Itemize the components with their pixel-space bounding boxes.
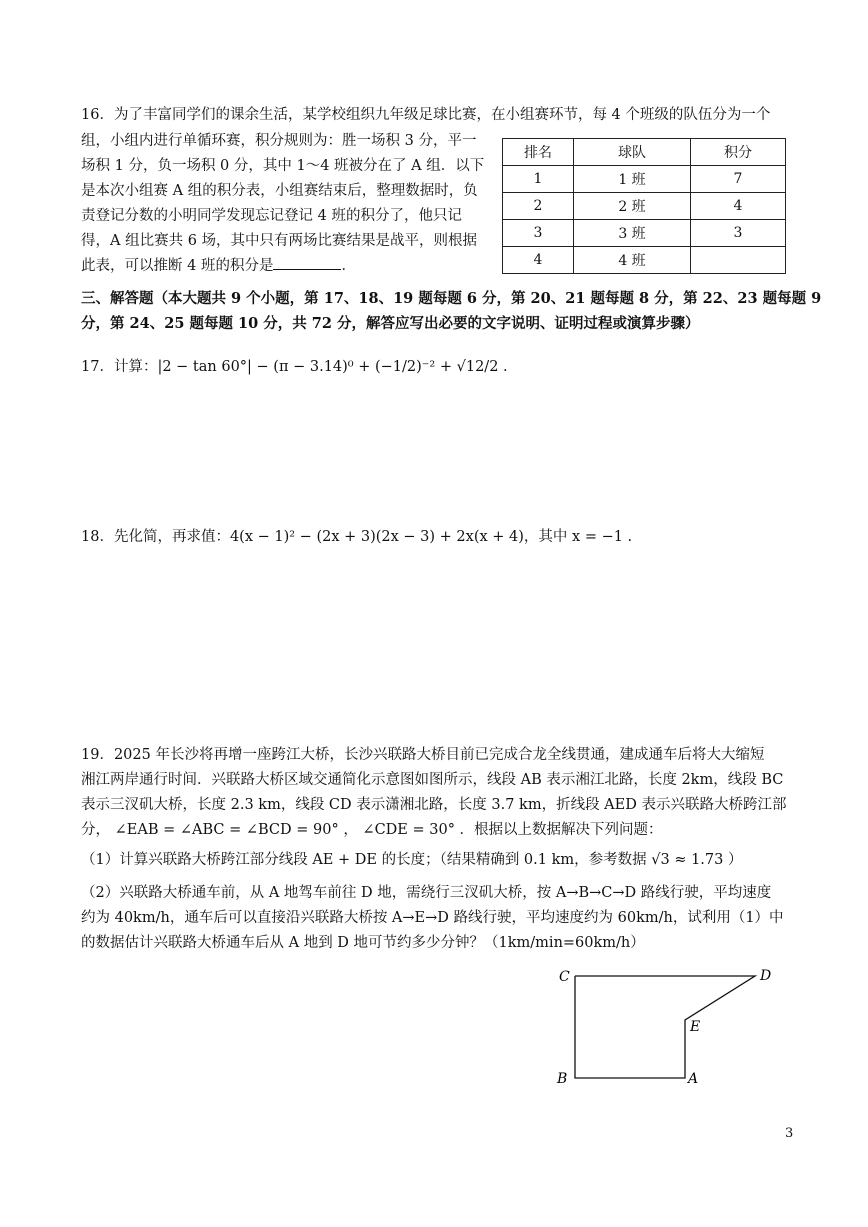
table-row	[503, 220, 786, 247]
q16-line3: 场积 1 分，负一场积 0 分，其中 1～4 班被分在了 A 组．以下	[81, 158, 485, 174]
q17-label: 17．计算：	[81, 359, 158, 375]
section3-heading-line1: 三、解答题（本大题共 9 个小题，第 17、18、19 题每题 6 分，第 20、21 题每题 8 分，第 22、23 题每题 9	[81, 290, 822, 307]
q19-line3: 表示三汊矶大桥，长度 2.3 km，线段 CD 表示潇湘北路，长度 3.7 km，折线段 AED 表示兴联路大桥跨江部	[81, 797, 787, 813]
table-cell: 3	[503, 220, 574, 247]
page-number: 3	[785, 1126, 794, 1141]
table-cell: 1	[503, 166, 574, 193]
q19-line1: 19．2025 年长沙将再增一座跨江大桥，长沙兴联路大桥目前已完成合龙全线贯通，建成通车后将大大缩短	[81, 747, 765, 763]
table-cell: 3 班	[574, 220, 691, 247]
table-cell: 3	[691, 220, 786, 247]
section3-heading-line2: 分，第 24、25 题每题 10 分，共 72 分，解答应写出必要的文字说明、证明过程或演算步骤）	[81, 315, 700, 332]
table-row	[503, 166, 786, 193]
table-cell: 7	[691, 166, 786, 193]
q16-line5: 责登记分数的小明同学发现忘记登记 4 班的积分了，他只记	[81, 208, 462, 224]
table-row	[503, 193, 786, 220]
table-row	[503, 247, 786, 274]
q19-line4: 分， ∠EAB = ∠ABC = ∠BCD = 90° ， ∠CDE = 30° ．根据以上数据解决下列问题：	[81, 822, 663, 838]
q19-line2: 湘江两岸通行时间．兴联路大桥区域交通简化示意图如图所示，线段 AB 表示湘江北路，长度 2km，线段 BC	[81, 772, 784, 788]
label-C: C	[559, 969, 570, 985]
table-cell: 2	[503, 193, 574, 220]
q16-line2: 组，小组内进行单循环赛，积分规则为：胜一场积 3 分，平一	[81, 133, 477, 149]
label-E: E	[690, 1019, 701, 1035]
table-header: 积分	[691, 139, 786, 166]
table-header: 排名	[503, 139, 574, 166]
table-cell: 4	[503, 247, 574, 274]
q18	[81, 526, 632, 548]
q18-expression: 4(x − 1)² − (2x + 3)(2x − 3) + 2x(x + 4)，其中 x = −1 .	[229, 529, 633, 545]
table-cell: 2 班	[574, 193, 691, 220]
q16-line6: 得，A 组比赛共 6 场，其中只有两场比赛结果是战平，则根据	[81, 233, 478, 249]
q16-line4: 是本次小组赛 A 组的积分表，小组赛结束后，整理数据时，负	[81, 183, 478, 199]
q18-label: 18．先化简，再求值：	[81, 529, 230, 545]
table-cell: 4 班	[574, 247, 691, 274]
table-cell	[691, 247, 786, 274]
q16-line7	[81, 255, 356, 277]
q17	[81, 356, 508, 378]
table-cell: 1 班	[574, 166, 691, 193]
q19-part2-line3: 的数据估计兴联路大桥通车后从 A 地到 D 地可节约多少分钟？（1km/min=60km/h）	[81, 935, 645, 951]
q19-part1: （1）计算兴联路大桥跨江部分线段 AE + DE 的长度；（结果精确到 0.1 km，参考数据 √3 ≈ 1.73 ）	[81, 852, 743, 868]
label-D: D	[760, 968, 772, 984]
score-table	[502, 138, 786, 274]
q16-line1: 16．为了丰富同学们的课余生活，某学校组织九年级足球比赛，在小组赛环节，每 4 个班级的队伍分为一个	[81, 107, 771, 123]
table-header-row	[503, 139, 786, 166]
table-cell: 4	[691, 193, 786, 220]
bridge-diagram	[550, 960, 790, 1095]
q16-line7-text: 此表，可以推断 4 班的积分是	[81, 258, 274, 274]
q16-line7-end: ．	[341, 258, 356, 274]
q17-expression: |2 − tan 60°| − (π − 3.14)⁰ + (−1/2)⁻² + √12/2 .	[157, 359, 508, 375]
answer-blank[interactable]	[273, 255, 341, 270]
label-B: B	[557, 1071, 568, 1087]
table-header: 球队	[574, 139, 691, 166]
q19-part2-line1: （2）兴联路大桥通车前，从 A 地驾车前往 D 地，需绕行三汊矶大桥，按 A→B→C→D 路线行驶，平均速度	[81, 885, 772, 901]
label-A: A	[688, 1071, 699, 1087]
diagram-path	[575, 976, 755, 1078]
q19-part2-line2: 约为 40km/h，通车后可以直接沿兴联路大桥按 A→E→D 路线行驶，平均速度约为 60km/h，试利用（1）中	[81, 910, 784, 926]
